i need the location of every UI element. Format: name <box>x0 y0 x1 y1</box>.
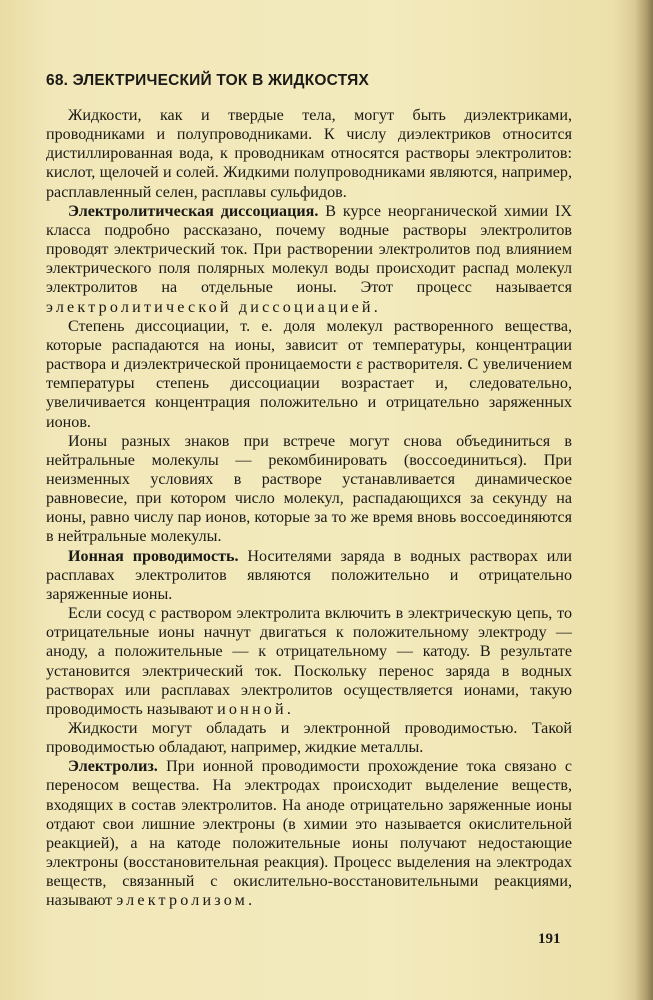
section-heading: 68. ЭЛЕКТРИЧЕСКИЙ ТОК В ЖИДКОСТЯХ <box>46 72 370 89</box>
paragraph-degree: Степень диссоциации, т. е. доля молекул растворенного вещества, которые распадаются на ионы, зависит от температуры, концентрации раствора и диэлектрической проницаемости ε растворителя. С увеличением температуры степень диссоциации возрастает и, следовательно, увеличивается концентрация положительно и отрицательно заряженных ионов. <box>46 317 572 431</box>
paragraph-electrolysis <box>46 757 572 910</box>
circuit-text: Если сосуд с раствором электролита включить в электрическую цепь, то отрицательные ионы начнут двигаться к положительному электроду — аноду, а положительные — к отрицательному — катоду. В результате установится электрический ток. Поскольку перенос заряда в водных растворах или расплавах электролитов осуществляется ионами, такую проводимость называют <box>46 605 572 718</box>
paragraph-recombination: Ионы разных знаков при встрече могут снова объединиться в нейтральные молекулы — рекомбинировать (воссоединиться). При неизменных условиях в растворе устанавливается динамическое равновесие, при котором число молекул, распадающихся за секунду на ионы, равно числу пар ионов, которые за то же время вновь воссоединяются в нейтральные молекулы. <box>46 432 572 546</box>
dissociation-text: В курсе неорганической химии IX класса подробно рассказано, почему водные растворы электролитов проводят электрический ток. При растворении электролитов под влиянием электрического поля полярных молекул воды происходит распад молекул электролитов на отдельные ионы. Этот процесс называется <box>46 202 572 297</box>
body-text <box>46 106 572 911</box>
paragraph-ionic-conductivity <box>46 547 572 604</box>
ionic-conductivity-text: Носителями заряда в водных растворах или расплавах электролитов являются положительно и отрицательно заряженные ионы. <box>46 547 572 603</box>
dissociation-end: . <box>373 298 378 316</box>
term-electrolysis: электролизом <box>116 892 249 910</box>
paragraph-circuit <box>46 604 572 719</box>
paragraph-dissociation <box>46 202 572 317</box>
term-ionic: ионной <box>217 700 287 718</box>
circuit-end: . <box>286 700 291 718</box>
page-number: 191 <box>538 931 561 947</box>
paragraph-electronic: Жидкости могут обладать и электронной проводимостью. Такой проводимостью обладают, например, жидкие металлы. <box>46 720 572 757</box>
electrolysis-text: При ионной проводимости прохождение тока связано с переносом вещества. На электродах происходит выделение веществ, входящих в состав электролитов. На аноде отрицательно заряженные ионы отдают свои лишние электроны (в химии это называется окислительной реакцией), а на катоде положительные ионы получают недостающие электроны (восстановительная реакция). Процесс выделения на электродах веществ, связанный с окислительно-восстановительными реакциями, называют <box>46 758 572 910</box>
page-spine-shadow <box>635 0 653 1000</box>
electrolysis-end: . <box>248 892 253 910</box>
term-dissociation: электролитической диссоциацией <box>46 298 374 316</box>
subheading-ionic-conductivity: Ионная проводимость. <box>68 547 239 565</box>
paragraph-intro: Жидкости, как и твердые тела, могут быть диэлектриками, проводниками и полупроводниками. К числу диэлектриков относится дистиллированная вода, к проводникам относятся растворы электролитов: кислот, щелочей и солей. Жидкими полупроводниками являются, например, расплавленный селен, расплавы сульфидов. <box>46 107 572 201</box>
subheading-dissociation: Электролитическая диссоциация. <box>68 202 319 220</box>
subheading-electrolysis: Электролиз. <box>68 758 158 776</box>
